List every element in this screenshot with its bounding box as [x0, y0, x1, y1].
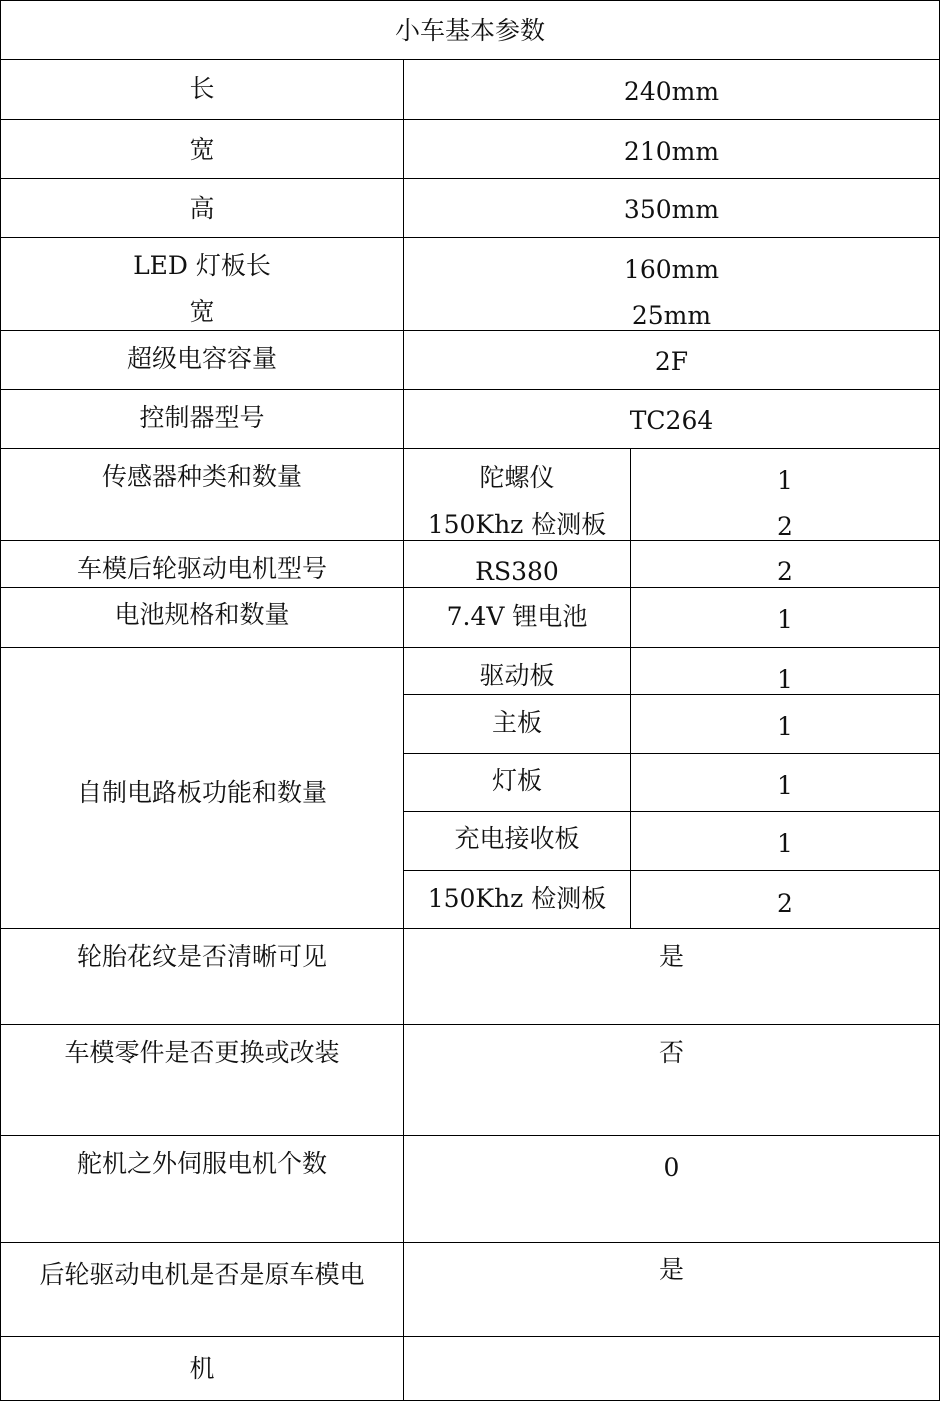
- board-item-name: 驱动板: [479, 661, 555, 690]
- row-led-value-1: 160mm: [623, 255, 720, 284]
- row-height-label-cell: [0, 178, 404, 238]
- row-tire-value: 是: [658, 942, 684, 971]
- row-led-label-1: LED 灯板长: [133, 251, 271, 280]
- row-controller-value: TC264: [629, 406, 714, 435]
- row-parts-label-cell: [0, 1024, 404, 1136]
- row-tire-label: 轮胎花纹是否清晰可见: [76, 942, 327, 971]
- row-length-label-cell: [0, 59, 404, 120]
- row-length-value: 240mm: [623, 77, 720, 106]
- row-height-value-cell: [403, 178, 940, 238]
- board-item-count: 1: [777, 712, 793, 741]
- row-length-label: 长: [189, 74, 215, 103]
- row-length-value-cell: [403, 59, 940, 120]
- row-height-value: 350mm: [623, 195, 720, 224]
- board-item-name: 150Khz 检测板: [427, 884, 607, 913]
- row-battery-name-cell: [403, 587, 631, 648]
- row-capacitor-value-cell: [403, 330, 940, 390]
- row-servos-label: 舵机之外伺服电机个数: [76, 1149, 327, 1178]
- row-sensors-label-cell: [0, 448, 404, 541]
- row-boards-label: 自制电路板功能和数量: [76, 778, 327, 807]
- table-title-cell: [0, 0, 940, 60]
- row-parts-value-cell: [403, 1024, 940, 1136]
- row-motor-name: RS380: [475, 557, 559, 586]
- board-item-name-cell: [403, 870, 631, 929]
- board-item-name-cell: [403, 753, 631, 812]
- board-item-count-cell: [630, 753, 940, 812]
- board-item-name: 主板: [491, 708, 542, 737]
- board-item-count: 1: [777, 829, 793, 858]
- row-height-label: 高: [189, 194, 215, 223]
- row-sensors-name-cell: [403, 448, 631, 541]
- sensor-item-count: 1: [777, 466, 793, 495]
- board-item-name-cell: [403, 811, 631, 871]
- board-item-name-cell: [403, 694, 631, 754]
- row-led-value-cell: [403, 237, 940, 331]
- board-item-count-cell: [630, 694, 940, 754]
- row-original-motor-value-cell: [403, 1242, 940, 1337]
- row-led-value-2: 25mm: [631, 301, 712, 330]
- row-capacitor-value: 2F: [654, 347, 689, 376]
- row-width-label: 宽: [189, 135, 215, 164]
- row-servos-value-cell: [403, 1135, 940, 1243]
- board-item-name: 灯板: [491, 766, 542, 795]
- board-item-name: 充电接收板: [454, 824, 580, 853]
- row-motor-label-cell: [0, 540, 404, 588]
- row-original-motor-continued-value-cell: [403, 1336, 940, 1401]
- row-motor-count-cell: [630, 540, 940, 588]
- row-original-motor-value: 是: [658, 1255, 684, 1284]
- row-servos-value: 0: [663, 1153, 680, 1182]
- sensor-item-name: 陀螺仪: [479, 463, 555, 492]
- row-tire-label-cell: [0, 928, 404, 1025]
- row-battery-label-cell: [0, 587, 404, 648]
- board-item-count-cell: [630, 870, 940, 929]
- table-title: 小车基本参数: [394, 16, 545, 45]
- row-width-value: 210mm: [623, 137, 720, 166]
- row-tire-value-cell: [403, 928, 940, 1025]
- board-item-count-cell: [630, 647, 940, 695]
- board-item-count: 2: [777, 889, 793, 918]
- row-parts-label: 车模零件是否更换或改装: [64, 1038, 340, 1067]
- row-battery-name: 7.4V 锂电池: [446, 602, 588, 631]
- row-servos-label-cell: [0, 1135, 404, 1243]
- row-original-motor-label-1: 后轮驱动电机是否是原车模电: [39, 1260, 365, 1289]
- row-motor-name-cell: [403, 540, 631, 588]
- row-controller-value-cell: [403, 389, 940, 449]
- row-capacitor-label: 超级电容容量: [126, 344, 277, 373]
- board-item-count: 1: [777, 665, 793, 694]
- row-sensors-count-cell: [630, 448, 940, 541]
- row-parts-value: 否: [658, 1038, 684, 1067]
- row-controller-label-cell: [0, 389, 404, 449]
- board-item-count: 1: [777, 771, 793, 800]
- row-sensors-label: 传感器种类和数量: [101, 462, 302, 491]
- sensor-item-name: 150Khz 检测板: [427, 510, 607, 539]
- sensor-item-count: 2: [777, 512, 793, 541]
- row-capacitor-label-cell: [0, 330, 404, 390]
- row-original-motor-continued-label-cell: [0, 1336, 404, 1401]
- row-boards-label-cell: [0, 647, 404, 929]
- row-width-label-cell: [0, 119, 404, 179]
- row-led-label-2: 宽: [189, 297, 215, 326]
- row-led-label-cell: [0, 237, 404, 331]
- row-controller-label: 控制器型号: [139, 403, 265, 432]
- board-item-name-cell: [403, 647, 631, 695]
- row-width-value-cell: [403, 119, 940, 179]
- row-original-motor-label-cell: [0, 1242, 404, 1337]
- board-item-count-cell: [630, 811, 940, 871]
- row-battery-label: 电池规格和数量: [114, 600, 290, 629]
- row-motor-label: 车模后轮驱动电机型号: [76, 554, 327, 583]
- row-motor-count: 2: [777, 557, 793, 586]
- row-battery-count: 1: [777, 605, 793, 634]
- row-original-motor-label-2: 机: [189, 1354, 215, 1383]
- row-battery-count-cell: [630, 587, 940, 648]
